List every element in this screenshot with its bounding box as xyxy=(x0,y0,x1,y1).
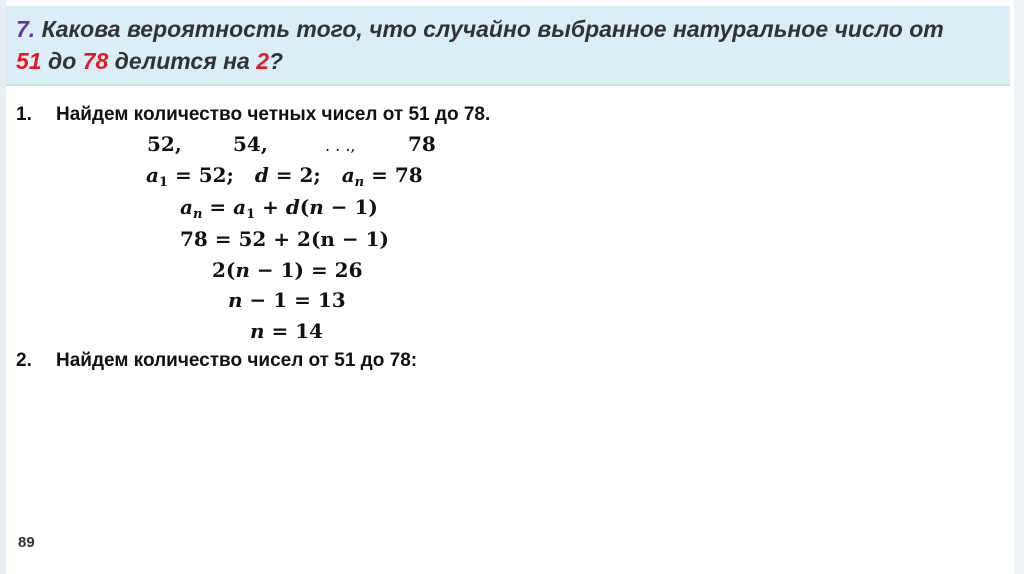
slide-right-edge xyxy=(1014,0,1024,574)
equation-result: n = 14 xyxy=(250,319,324,343)
question-number: 7. xyxy=(16,16,36,42)
d-value: 2 xyxy=(299,163,314,187)
question-mark: ? xyxy=(269,48,284,74)
divisor: 2 xyxy=(256,48,270,74)
question-text-mid: до xyxy=(47,48,77,74)
step-1-index: 1. xyxy=(16,104,32,125)
range-from: 51 xyxy=(16,48,42,74)
step-2-index: 2. xyxy=(16,350,32,371)
step-2 xyxy=(16,350,417,372)
sequence-term-2: 54, xyxy=(233,132,268,156)
sequence-term-last: 78 xyxy=(408,132,436,156)
range-to: 78 xyxy=(82,48,109,74)
slide-number: 89 xyxy=(18,534,35,551)
sequence-ellipsis: . . ., xyxy=(325,136,356,155)
general-formula: $a_n = a_1 + d(n - 1)$ xyxy=(180,195,378,222)
question-line-2 xyxy=(16,48,283,75)
equation-step-b: n − 1 = 13 xyxy=(228,288,346,312)
slide-left-edge xyxy=(0,0,6,574)
sequence-term-1: 52, xyxy=(147,132,182,156)
a1-value: 52 xyxy=(198,163,227,187)
question-header xyxy=(6,6,1010,86)
question-line-1 xyxy=(16,16,944,43)
substituted-formula: 78 = 52 + 2(n − 1) xyxy=(180,227,390,251)
question-text: Какова вероятность того, что случайно выбранное натуральное число от xyxy=(41,16,944,42)
step-2-text: Найдем количество чисел от 51 до 78: xyxy=(56,350,418,371)
step-1 xyxy=(16,104,490,126)
equation-step-a: 2(n − 1) = 26 xyxy=(212,258,363,282)
an-value: 78 xyxy=(394,163,423,187)
question-text-end: делится на xyxy=(114,48,250,74)
progression-params: $a_1 = 52$; d = 2; $a_n = 78$ xyxy=(146,163,423,190)
step-1-text: Найдем количество четных чисел от 51 до 78. xyxy=(56,104,491,125)
